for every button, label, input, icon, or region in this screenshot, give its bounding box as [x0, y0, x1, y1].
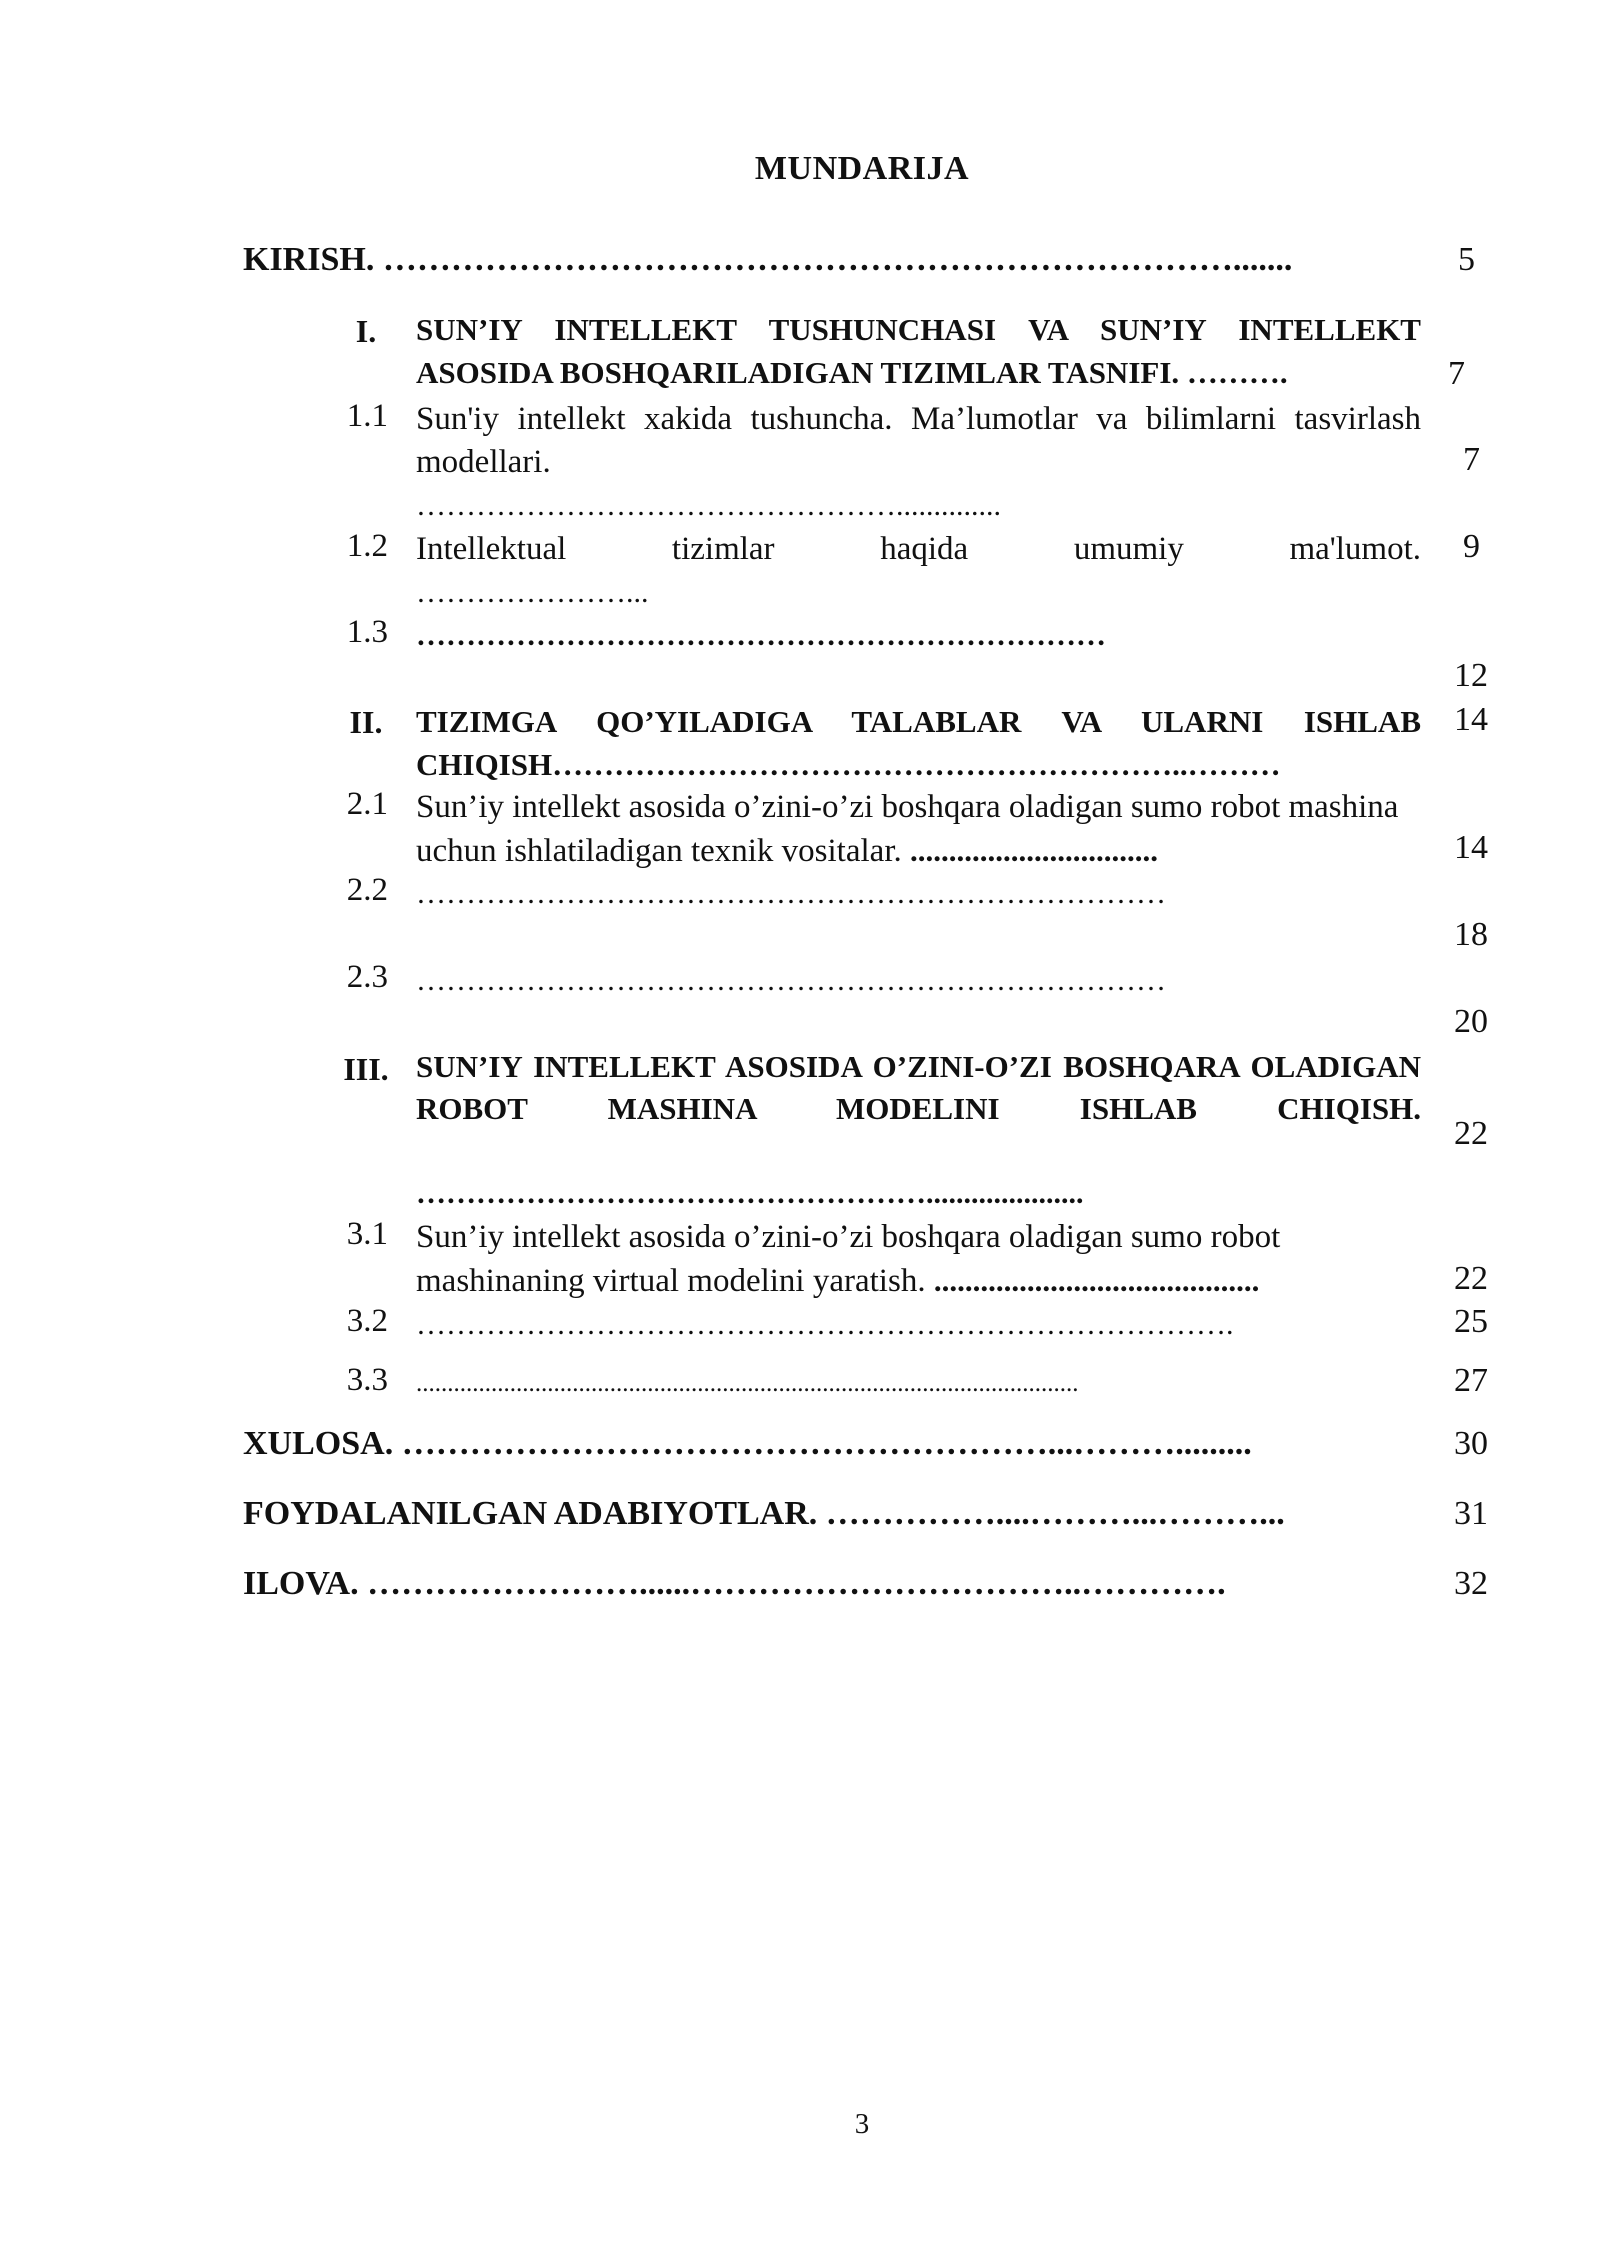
toc-page-number: 9: [1463, 528, 1480, 565]
toc-page-number: 27: [1454, 1362, 1488, 1399]
toc-entry-1-2[interactable]: Intellektual tizimlar haqida umumiy ma'lumot.: [416, 531, 1421, 567]
toc-page-number: 22: [1454, 1115, 1488, 1152]
toc-subsection-number: 2.3: [346, 959, 388, 995]
page-title: MUNDARIJA: [754, 150, 970, 187]
toc-entry-3-1[interactable]: [416, 1216, 1421, 1303]
toc-entry-foydalanilgan-adabiyotlar[interactable]: [243, 1495, 1423, 1533]
toc-entry-text: Sun’iy intellekt asosida o’zini-o’zi boshqara oladigan sumo robot mashinaning virtual modelini yaratish.: [416, 1219, 1281, 1299]
toc-subsection-number: 1.1: [346, 398, 388, 434]
toc-entry-text: Sun’iy intellekt asosida o’zini-o’zi boshqara oladigan sumo robot mashina uchun ishlatiladigan texnik vositalar.: [416, 789, 1399, 869]
toc-page-number: 20: [1454, 1003, 1488, 1040]
toc-entry-text: ILOVA. ……………………......……………………………..………….: [243, 1565, 1226, 1602]
toc-leader-dots: …………………...: [416, 576, 649, 609]
toc-entry-3-2[interactable]: ……………………………………………………………………….: [416, 1308, 1234, 1341]
toc-subsection-number: 2.2: [346, 872, 388, 908]
toc-leader-dots: …………………………………………..............: [416, 489, 1001, 522]
toc-entry-xulosa[interactable]: [243, 1425, 1423, 1463]
toc-entry-2-1[interactable]: [416, 786, 1421, 873]
toc-subsection-number: 3.3: [346, 1362, 388, 1398]
toc-entry-2-3[interactable]: …………………………………………………………………: [416, 964, 1166, 997]
toc-leader-dots: …………………………………………….....................: [416, 1177, 1084, 1210]
toc-page-number: 14: [1454, 829, 1488, 866]
toc-entry-section-3[interactable]: SUN’IY INTELLEKT ASOSIDA O’ZINI-O’ZI BOSHQARA OLADIGAN ROBOT MASHINA MODELINI ISHLAB CHIQISH.: [416, 1049, 1421, 1126]
toc-page-number: 30: [1454, 1425, 1488, 1462]
toc-page-number: 5: [1458, 241, 1475, 278]
toc-entry-text: KIRISH. ………………………………………………………………….......: [243, 241, 1293, 278]
toc-page-number: 31: [1454, 1495, 1488, 1532]
toc-leader-dots: ................................: [910, 833, 1158, 868]
toc-page-number: 25: [1454, 1303, 1488, 1340]
toc-entry-section-1[interactable]: SUN’IY INTELLEKT TUSHUNCHASI VA SUN’IY INTELLEKT ASOSIDA BOSHQARILADIGAN TIZIMLAR TASNIFI. ……….: [416, 312, 1421, 390]
toc-page-number: 7: [1448, 355, 1465, 392]
toc-entry-section-2[interactable]: TIZIMGA QO’YILADIGA TALABLAR VA ULARNI ISHLAB CHIQISH……………………………………………………..………: [416, 704, 1421, 782]
toc-entry-1-1[interactable]: Sun'iy intellekt xakida tushuncha. Ma’lumotlar va bilimlarni tasvirlash modellari.: [416, 401, 1421, 480]
toc-page-number: 12: [1454, 657, 1488, 694]
toc-entry-text: XULOSA. …………………………………………………...……….........: [243, 1425, 1252, 1462]
toc-entry-kirish[interactable]: [243, 241, 1423, 279]
toc-subsection-number: 1.2: [346, 528, 388, 564]
toc-page-number: 22: [1454, 1260, 1488, 1297]
page-number-footer: 3: [854, 2108, 870, 2140]
toc-section-number: III.: [343, 1051, 389, 1087]
toc-entry-1-3[interactable]: ……………………………………………………………: [416, 619, 1106, 652]
toc-entry-2-2[interactable]: …………………………………………………………………: [416, 877, 1166, 910]
toc-page-number: 7: [1463, 441, 1480, 478]
toc-subsection-number: 1.3: [346, 614, 388, 650]
toc-section-number: I.: [355, 313, 377, 349]
toc-section-number: II.: [349, 704, 383, 740]
toc-entry-3-3[interactable]: ..........................................................................................................: [416, 1370, 1079, 1397]
toc-entry-ilova[interactable]: [243, 1565, 1423, 1603]
toc-page-number: 32: [1454, 1565, 1488, 1602]
toc-page-number: 14: [1454, 701, 1488, 738]
toc-page-number: 18: [1454, 916, 1488, 953]
toc-subsection-number: 3.1: [346, 1216, 388, 1252]
toc-entry-text: FOYDALANILGAN ADABIYOTLAR. ……………....………...………...: [243, 1495, 1285, 1532]
toc-subsection-number: 2.1: [346, 786, 388, 822]
toc-leader-dots: ..........................................: [933, 1263, 1260, 1298]
toc-subsection-number: 3.2: [346, 1303, 388, 1339]
